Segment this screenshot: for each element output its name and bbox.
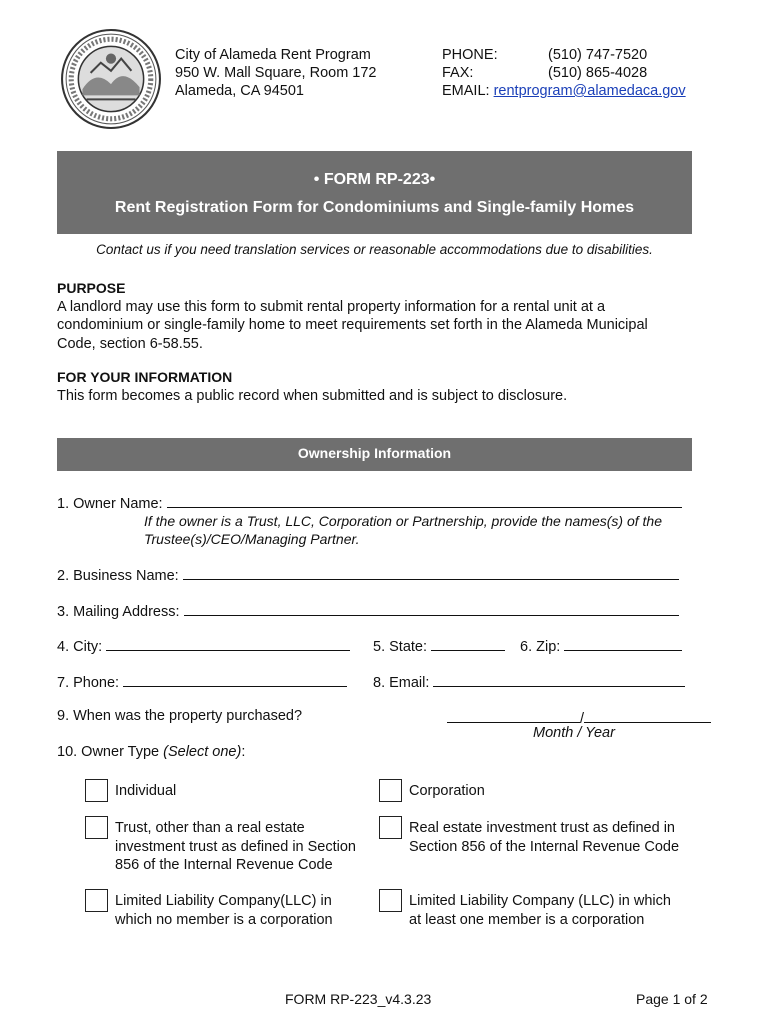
- header-address: [175, 46, 377, 100]
- purpose-heading: PURPOSE: [57, 280, 126, 296]
- purpose-line: condominium or single-family home to meet requirements set forth in the Alameda Municipal: [57, 317, 648, 333]
- email-line: [442, 82, 686, 100]
- form-title: Rent Registration Form for Condominiums and Single-family Homes: [114, 199, 635, 216]
- business-name-label: 2. Business Name:: [57, 568, 179, 584]
- ownership-section-header: Ownership Information: [57, 438, 692, 471]
- form-id: • FORM RP-223•: [313, 171, 436, 188]
- checkbox-trust[interactable]: [85, 816, 108, 839]
- fax-label: FAX:: [442, 65, 474, 81]
- option-line: at least one member is a corporation: [409, 911, 645, 928]
- option-line: Limited Liability Company (LLC) in which: [409, 893, 671, 909]
- info-heading: FOR YOUR INFORMATION: [57, 369, 233, 385]
- email-link[interactable]: rentprogram@alamedaca.gov: [493, 83, 686, 99]
- checkbox-individual[interactable]: [85, 779, 108, 802]
- option-line: which no member is a corporation: [115, 911, 333, 928]
- purpose-line: Code, section 6-58.55.: [57, 335, 203, 352]
- contact-note: Contact us if you need translation services or reasonable accommodations due to disabilities.: [96, 242, 653, 257]
- zip-label: 6. Zip:: [520, 639, 561, 655]
- checkbox-llc-no-corp[interactable]: [85, 889, 108, 912]
- owner-name-label: 1. Owner Name:: [57, 496, 163, 512]
- purchase-month-input[interactable]: [447, 708, 580, 723]
- org-city: Alameda, CA 94501: [175, 83, 304, 99]
- state-row: [373, 636, 505, 655]
- owner-name-row: [57, 493, 682, 512]
- checkbox-corporation[interactable]: [379, 779, 402, 802]
- mailing-address-label: 3. Mailing Address:: [57, 604, 180, 620]
- org-name: City of Alameda Rent Program: [175, 47, 371, 63]
- city-input[interactable]: [106, 636, 350, 651]
- owner-hint-line: Trustee(s)/CEO/Managing Partner.: [144, 531, 360, 547]
- phone-input[interactable]: [123, 672, 347, 687]
- city-row: [57, 636, 350, 655]
- phone-value: (510) 747-7520: [548, 47, 648, 63]
- date-hint: Month / Year: [533, 725, 615, 741]
- option-llc-corp-label: [409, 892, 671, 929]
- zip-row: [520, 636, 682, 655]
- option-line: Limited Liability Company(LLC) in: [115, 893, 332, 909]
- option-line: investment trust as defined in Section: [115, 838, 356, 855]
- mailing-address-row: [57, 601, 679, 620]
- checkbox-llc-corp[interactable]: [379, 889, 402, 912]
- fax-value: (510) 865-4028: [548, 65, 648, 81]
- owner-type-hint: (Select one): [163, 744, 242, 760]
- phone-label: PHONE:: [442, 47, 498, 63]
- phone-field-label: 7. Phone:: [57, 675, 120, 691]
- state-input[interactable]: [431, 636, 505, 651]
- form-version: FORM RP-223_v4.3.23: [285, 991, 432, 1007]
- email-field-label: 8. Email:: [373, 675, 430, 691]
- purchase-label: 9. When was the property purchased?: [57, 708, 303, 724]
- info-text: This form becomes a public record when submitted and is subject to disclosure.: [57, 387, 568, 404]
- info-section: [57, 368, 697, 405]
- option-line: 856 of the Internal Revenue Code: [115, 857, 333, 873]
- option-line: Section 856 of the Internal Revenue Code: [409, 838, 680, 855]
- option-line: Trust, other than a real estate: [115, 820, 305, 836]
- owner-hint: [144, 512, 662, 548]
- owner-type-row: [57, 744, 245, 760]
- owner-name-input[interactable]: [167, 493, 682, 508]
- mailing-address-input[interactable]: [184, 601, 679, 616]
- state-label: 5. State:: [373, 639, 428, 655]
- email-row: [373, 672, 685, 691]
- purchase-year-input[interactable]: [584, 708, 711, 723]
- purpose-section: [57, 279, 697, 353]
- phone-row: [57, 672, 347, 691]
- email-label: EMAIL:: [442, 83, 490, 99]
- org-street: 950 W. Mall Square, Room 172: [175, 65, 377, 81]
- option-trust-label: [115, 819, 356, 875]
- option-individual-label: [115, 782, 176, 801]
- owner-type-colon: :: [241, 744, 246, 760]
- checkbox-reit[interactable]: [379, 816, 402, 839]
- owner-hint-line: If the owner is a Trust, LLC, Corporation or Partnership, provide the names(s) of the: [144, 513, 662, 529]
- business-name-input[interactable]: [183, 565, 679, 580]
- date-separator: /: [580, 711, 585, 727]
- form-title-banner: [57, 151, 692, 234]
- option-line: Real estate investment trust as defined in: [409, 820, 675, 836]
- option-line: Corporation: [409, 783, 485, 799]
- city-label: 4. City:: [57, 639, 103, 655]
- city-seal-logo: [60, 28, 162, 130]
- zip-input[interactable]: [564, 636, 682, 651]
- option-corporation-label: [409, 782, 485, 801]
- owner-type-label: 10. Owner Type: [57, 744, 164, 760]
- option-line: Individual: [115, 783, 177, 799]
- business-name-row: [57, 565, 679, 584]
- option-reit-label: [409, 819, 679, 856]
- email-input[interactable]: [433, 672, 685, 687]
- purpose-line: A landlord may use this form to submit rental property information for a rental unit at a: [57, 298, 606, 315]
- option-llc-no-corp-label: [115, 892, 333, 929]
- page-number: Page 1 of 2: [636, 991, 708, 1007]
